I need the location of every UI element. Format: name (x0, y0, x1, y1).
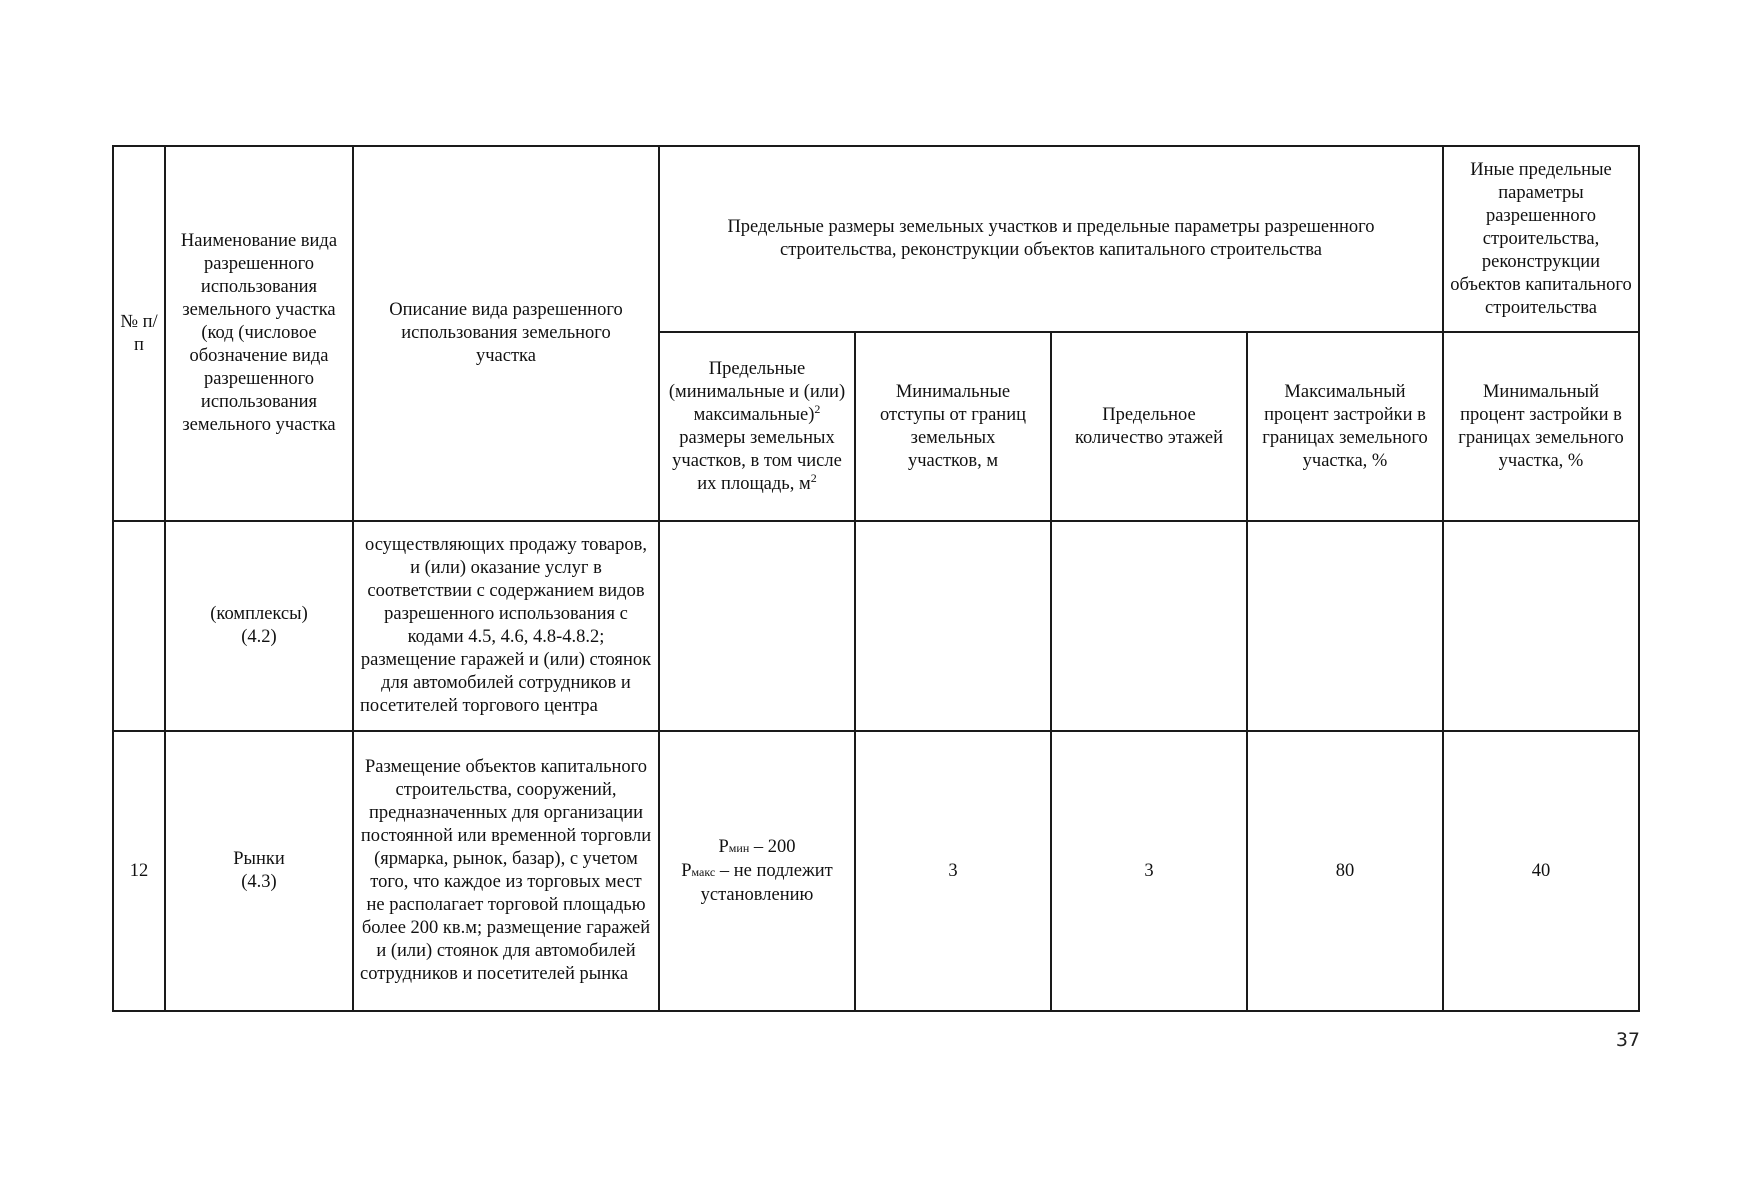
row-name (165, 731, 353, 1011)
row-name-code: (4.3) (241, 872, 277, 892)
row-min-percent: 40 (1443, 731, 1639, 1011)
header-description: Описание вида разрешенного использования земельного участка (353, 146, 659, 521)
header-sizes-main: Предельные (минимальные и (или) максимальные) (668, 358, 846, 425)
row-sizes-max-sub: макс (691, 864, 716, 879)
header-name: Наименование вида разрешенного использования земельного участка (код (числовое обозначение вида разрешенного использования земельного участка (165, 146, 353, 521)
table-row (113, 521, 1639, 731)
header-sizes-unit: 2 (810, 470, 817, 485)
header-sizes-footnote: 2 (814, 401, 821, 416)
row-sizes-min-value: – 200 (749, 836, 796, 857)
header-sizes-rest: размеры земельных участков, в том числе их площадь, м (672, 427, 842, 494)
row-sizes (659, 521, 855, 731)
row-sizes-min-symbol: P (718, 836, 729, 857)
row-description: Размещение объектов капитального строительства, сооружений, предназначенных для организации постоянной или временной торговли (ярмарка, рынок, базар), с учетом того, что каждое из торговых мест не располагает торговой площадью более 200 кв.м; размещение гаражей и (или) стоянок для автомобилей сотрудников и посетителей рынка (353, 731, 659, 1011)
row-sizes (659, 731, 855, 1011)
row-max-percent: 80 (1247, 731, 1443, 1011)
row-sizes-max-symbol: P (681, 860, 692, 881)
row-sizes-max (666, 860, 848, 907)
row-description: осуществляющих продажу товаров, и (или) оказание услуг в соответствии с содержанием видов разрешенного использования с кодами 4.5, 4.6, 4.8-4.8.2; размещение гаражей и (или) стоянок для автомобилей сотрудников и посетителей торгового центра (353, 521, 659, 731)
header-min-percent: Минимальный процент застройки в границах земельного участка, % (1443, 332, 1639, 521)
header-sizes (659, 332, 855, 521)
row-floors (1051, 521, 1247, 731)
row-sizes-min (666, 836, 848, 860)
row-setbacks: 3 (855, 731, 1051, 1011)
row-num (113, 521, 165, 731)
header-group: Предельные размеры земельных участков и предельные параметры разрешенного строительства, реконструкции объектов капитального строительства (659, 146, 1443, 332)
row-floors: 3 (1051, 731, 1247, 1011)
header-row-1 (113, 146, 1639, 332)
row-num: 12 (113, 731, 165, 1011)
page-number: 37 (1615, 1029, 1640, 1051)
header-floors: Предельное количество этажей (1051, 332, 1247, 521)
row-min-percent (1443, 521, 1639, 731)
land-use-regulations-table (112, 145, 1640, 1012)
row-sizes-max-value: – не подлежит установлению (700, 860, 833, 905)
row-name-title: Рынки (233, 849, 285, 869)
row-setbacks (855, 521, 1051, 731)
header-other: Иные предельные параметры разрешенного строительства, реконструкции объектов капитального строительства (1443, 146, 1639, 332)
header-setbacks: Минимальные отступы от границ земельных участков, м (855, 332, 1051, 521)
row-sizes-min-sub: мин (728, 840, 750, 855)
row-max-percent (1247, 521, 1443, 731)
header-num: № п/п (113, 146, 165, 521)
row-name: (комплексы) (4.2) (165, 521, 353, 731)
table-row (113, 731, 1639, 1011)
header-max-percent: Максимальный процент застройки в границах земельного участка, % (1247, 332, 1443, 521)
